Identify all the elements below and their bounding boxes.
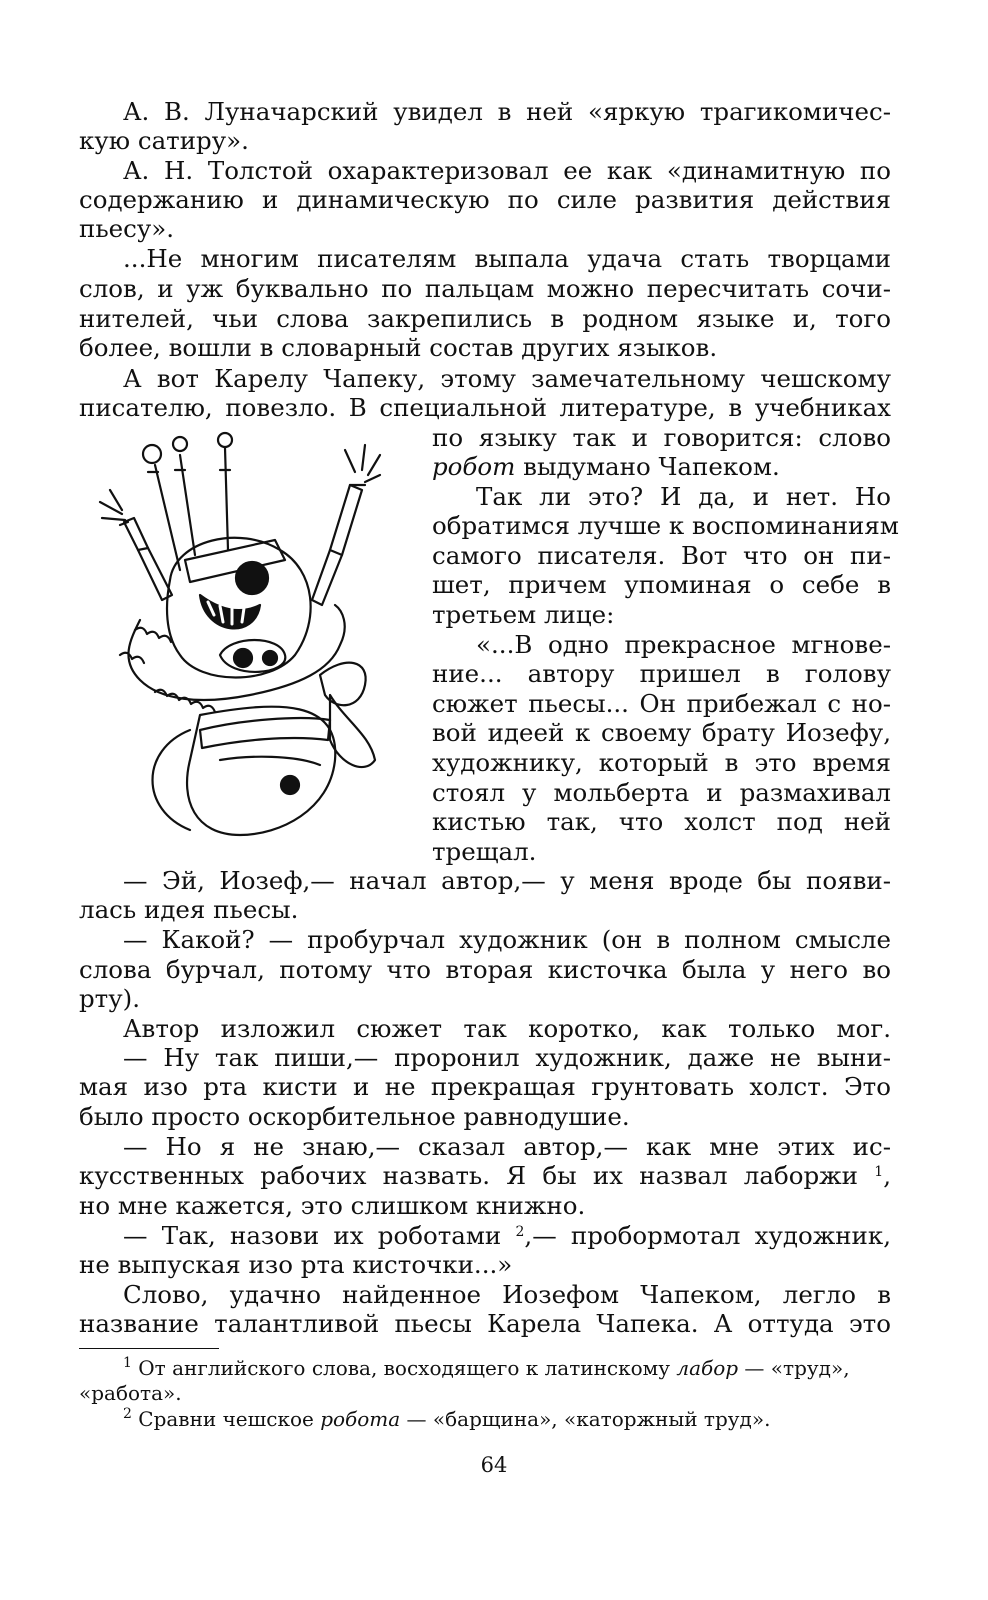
text-line: кистью так, что холст под ней xyxy=(432,807,891,836)
text-line: слов, и уж буквально по пальцам можно пересчитать сочи- xyxy=(79,274,891,303)
text-line: — Какой? — пробурчал художник (он в полном смысле xyxy=(123,925,891,954)
text-fragment: ,— пробормотал художник, xyxy=(524,1221,891,1250)
cartoon-robot-illustration xyxy=(80,430,420,850)
robot-body xyxy=(187,707,335,835)
text-line: Слово, удачно найденное Иозефом Чапеком, легло в xyxy=(123,1280,891,1309)
footnote-text: От английского слова, восходящего к латинскому xyxy=(131,1356,677,1380)
text-line: — Эй, Иозеф,— начал автор,— у меня вроде бы появи- xyxy=(123,866,891,895)
text-line: — Но я не знаю,— сказал автор,— как мне этих ис- xyxy=(123,1132,891,1161)
body-line xyxy=(220,757,320,765)
antenna-ball xyxy=(143,445,161,463)
page-number: 64 xyxy=(480,1453,508,1477)
text-line xyxy=(79,1161,891,1191)
text-line: ...Не многим писателям выпала удача стать творцами xyxy=(123,244,891,273)
text-line: шет, причем упоминая о себе в xyxy=(432,570,891,599)
text-line: — Ну так пиши,— проронил художник, даже не выни- xyxy=(123,1043,891,1072)
text-line: слова бурчал, потому что вторая кисточка была у него во xyxy=(79,955,891,984)
text-fragment: , xyxy=(883,1161,891,1190)
text-line: более, вошли в словарный состав других языков. xyxy=(79,333,718,362)
text-line: Так ли это? И да, и нет. Но xyxy=(476,482,891,511)
left-forearm xyxy=(138,548,172,600)
text-fragment: выдумано Чапеком. xyxy=(515,452,780,481)
text-line: не выпуская изо рта кисточки...» xyxy=(79,1250,513,1279)
text-line: название талантливой пьесы Карела Чапека. А оттуда это xyxy=(79,1309,891,1338)
antenna xyxy=(225,448,228,550)
body-button xyxy=(281,776,299,794)
text-line: мая изо рта кисти и не прекращая грунтовать холст. Это xyxy=(79,1072,891,1101)
text-line: обратимся лучше к воспоминаниям xyxy=(432,511,899,540)
robot-mouth xyxy=(200,595,260,628)
text-line: А. Н. Толстой охарактеризовал ее как «динамитную по xyxy=(123,156,891,185)
robot-drawing xyxy=(80,430,420,850)
text-line: содержанию и динамическую по силе развития действия xyxy=(79,185,891,214)
antenna-ball xyxy=(173,437,187,451)
text-line: кую сатиру». xyxy=(79,126,249,155)
text-line: сюжет пьесы... Он прибежал с но- xyxy=(432,689,891,718)
footnote-2 xyxy=(79,1406,891,1432)
left-hand xyxy=(100,490,128,525)
text-line: было просто оскорбительное равнодушие. xyxy=(79,1102,630,1131)
footnote-ref-2: 2 xyxy=(515,1224,525,1240)
right-forearm xyxy=(312,550,342,605)
robot-nose xyxy=(236,562,268,594)
text-line: нителей, чьи слова закрепились в родном языке и, того xyxy=(79,304,891,333)
footnote-text: — «барщина», «каторжный труд». xyxy=(400,1407,771,1431)
text-line: самого писателя. Вот что он пи- xyxy=(432,541,891,570)
footnote-divider xyxy=(79,1348,219,1349)
text-fragment: кусственных рабочих назвать. Я бы их назвал лаборжи xyxy=(79,1161,859,1190)
text-line xyxy=(432,452,891,482)
footnote-text: — «труд», xyxy=(738,1356,850,1380)
text-line: по языку так и говорится: слово xyxy=(432,423,891,452)
text-line: трещал. xyxy=(432,837,537,866)
text-line: но мне кажется, это слишком книжно. xyxy=(79,1191,586,1220)
text-line: «...В одно прекрасное мгнове- xyxy=(476,630,891,659)
body-belt xyxy=(200,718,330,748)
head-band xyxy=(185,540,285,582)
footnote-1-cont: «работа». xyxy=(79,1381,182,1405)
robot-eye xyxy=(263,651,277,665)
footnote-1 xyxy=(79,1355,891,1381)
text-line: лась идея пьесы. xyxy=(79,895,299,924)
body-curve xyxy=(153,730,191,830)
text-line: А. В. Луначарский увидел в ней «яркую трагикомичес- xyxy=(123,97,891,126)
text-line: третьем лице: xyxy=(432,600,615,629)
bow-tail xyxy=(330,695,375,767)
bow-loop xyxy=(320,663,366,706)
text-fragment: — Так, назови их роботами xyxy=(123,1221,516,1250)
text-line: ние... автору пришел в голову xyxy=(432,659,891,688)
text-line: писателю, повезло. В специальной литературе, в учебниках xyxy=(79,393,891,422)
italic-word-robot: робот xyxy=(432,452,516,481)
antenna xyxy=(155,465,180,570)
footnote-italic-word: лабор xyxy=(676,1356,739,1380)
text-line: стоял у мольберта и размахивал xyxy=(432,778,891,807)
text-line: рту). xyxy=(79,984,140,1013)
antenna-ball xyxy=(218,433,232,447)
footnote-mark: 1 xyxy=(123,1355,132,1371)
footnote-ref-1: 1 xyxy=(874,1164,884,1180)
text-line: художнику, который в это время xyxy=(432,748,891,777)
text-line: вой идеей к своему брату Иозефу, xyxy=(432,718,891,747)
text-line: Автор изложил сюжет так коротко, как только мог. xyxy=(123,1014,891,1043)
footnote-text: Сравни чешское xyxy=(131,1407,321,1431)
robot-eye xyxy=(234,649,252,667)
text-line: пьесу». xyxy=(79,214,175,243)
text-line: А вот Карелу Чапеку, этому замечательному чешскому xyxy=(123,364,891,393)
right-hand xyxy=(345,445,380,485)
footnote-mark: 2 xyxy=(123,1406,132,1422)
text-line xyxy=(79,1221,891,1251)
footnote-italic-word: робота xyxy=(320,1407,401,1431)
right-arm xyxy=(330,485,362,555)
